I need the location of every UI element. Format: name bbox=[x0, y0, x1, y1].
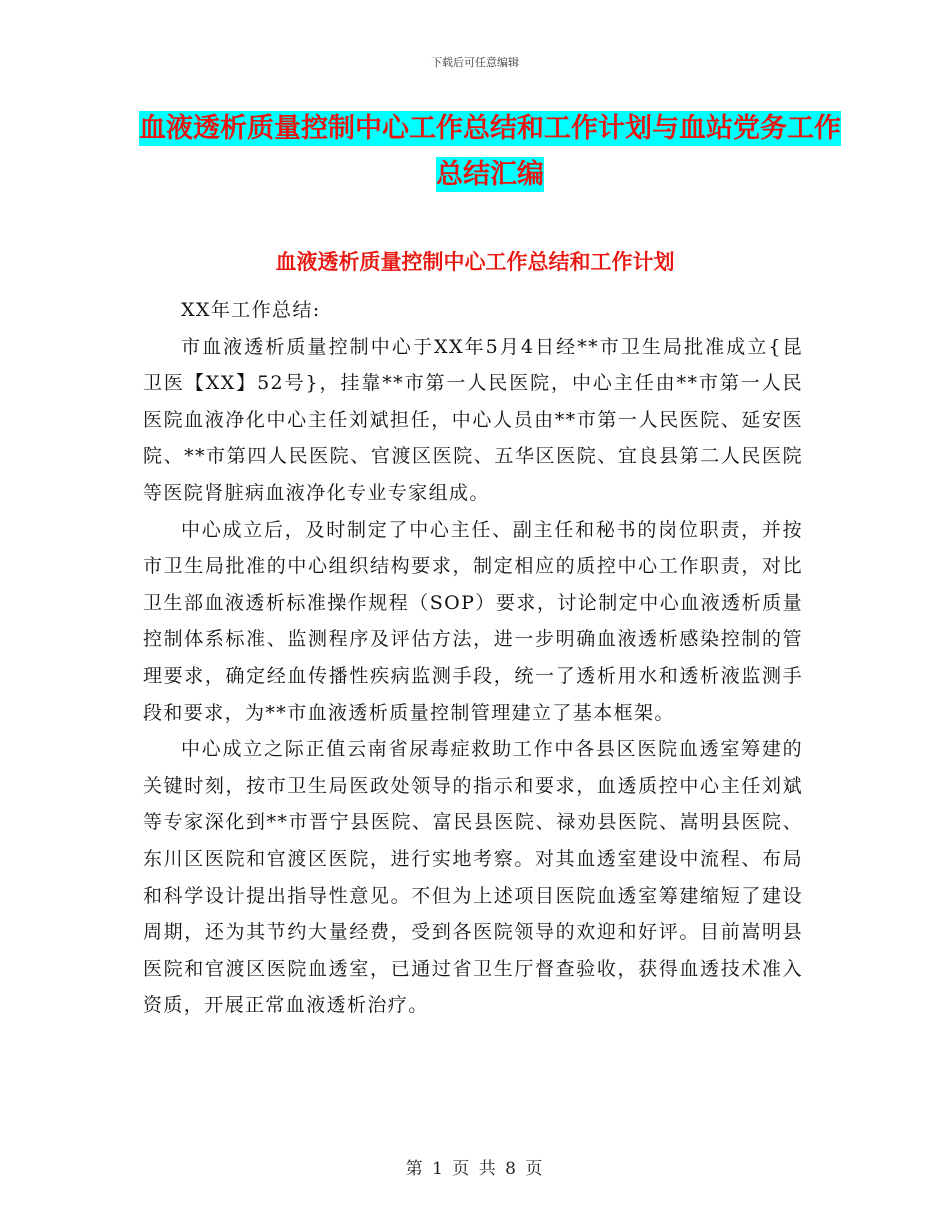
section-title: 血液透析质量控制中心工作总结和工作计划 bbox=[275, 250, 675, 274]
page-number: 第 1 页 共 8 页 bbox=[405, 1159, 545, 1179]
paragraph: 中心成立后，及时制定了中心主任、副主任和秘书的岗位职责，并按市卫生局批准的中心组织结构要求，制定相应的质控中心工作职责，对比卫生部血液透析标准操作规程（SOP）要求，讨论制定中心血液透析质量控制体系标准、监测程序及评估方法，进一步明确血液透析感染控制的管理要求，确定经血传播性疾病监测手段，统一了透析用水和透析液监测手段和要求，为**市血液透析质量控制管理建立了基本框架。 bbox=[143, 518, 803, 724]
paragraph: 市血液透析质量控制中心于XX年5月4日经**市卫生局批准成立{昆卫医【XX】52号}，挂靠**市第一人民医院，中心主任由**市第一人民医院血液净化中心主任刘斌担任，中心人员由**市第一人民医院、延安医院、**市第四人民医院、官渡区医院、五华区医院、宜良县第二人民医院等医院肾脏病血液净化专业专家组成。 bbox=[143, 335, 803, 504]
document-title bbox=[130, 106, 850, 198]
paragraph-heading: XX年工作总结: bbox=[181, 299, 321, 321]
paragraph: 中心成立之际正值云南省尿毒症救助工作中各县区医院血透室筹建的关键时刻，按市卫生局医政处领导的指示和要求，血透质控中心主任刘斌等专家深化到**市晋宁县医院、富民县医院、禄劝县医院、嵩明县医院、东川区医院和官渡区医院，进行实地考察。对其血透室建设中流程、布局和科学设计提出指导性意见。不但为上述项目医院血透室筹建缩短了建设周期，还为其节约大量经费，受到各医院领导的欢迎和好评。目前嵩明县医院和官渡区医院血透室，已通过省卫生厅督查验收，获得血透技术准入资质，开展正常血液透析治疗。 bbox=[143, 738, 803, 1017]
document-title-text: 血液透析质量控制中心工作总结和工作计划与血站党务工作总结汇编 bbox=[139, 113, 841, 190]
page-header-note: 下载后可任意编辑 bbox=[431, 56, 519, 69]
document-body bbox=[143, 292, 803, 1024]
